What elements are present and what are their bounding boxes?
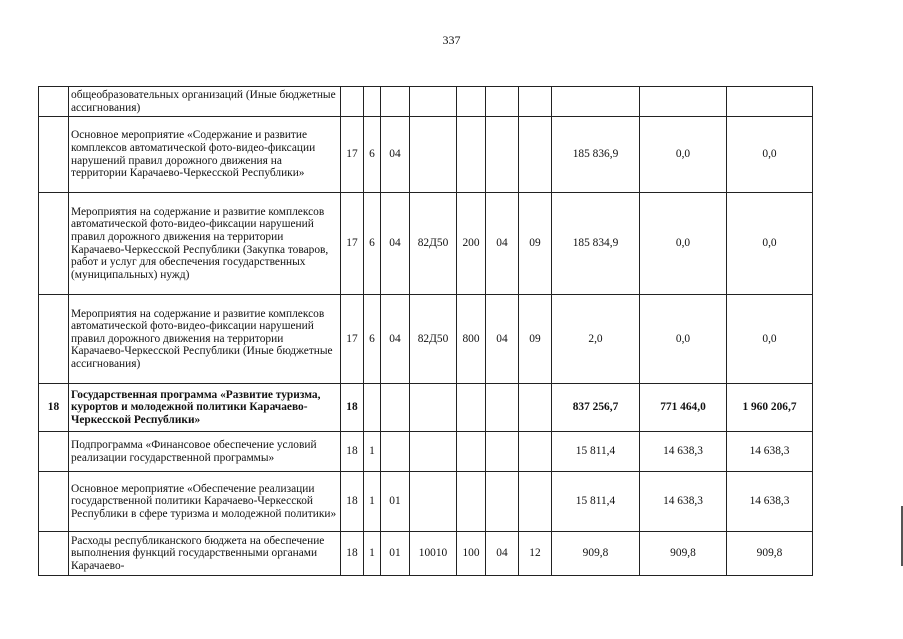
code-section: 04 — [486, 295, 519, 384]
code-subprogram — [364, 87, 381, 117]
row-index — [39, 432, 69, 472]
row-name: Основное мероприятие «Обеспечение реализации государственной политики Карачаево-Черкесской Республики в сфере туризма и молодежной политики» — [69, 472, 341, 532]
table-row — [39, 532, 813, 576]
code-expense-type — [457, 472, 486, 532]
code-expense-type — [457, 87, 486, 117]
code-subsection — [519, 472, 552, 532]
code-target-article — [410, 472, 457, 532]
code-expense-type — [457, 432, 486, 472]
amount-year-2: 0,0 — [640, 295, 727, 384]
code-program: 18 — [341, 472, 364, 532]
code-target-article: 82Д50 — [410, 295, 457, 384]
amount-year-2: 14 638,3 — [640, 432, 727, 472]
amount-year-3: 14 638,3 — [727, 472, 813, 532]
code-section — [486, 87, 519, 117]
amount-year-1: 15 811,4 — [552, 472, 640, 532]
code-subprogram — [364, 384, 381, 432]
code-target-article: 10010 — [410, 532, 457, 576]
code-expense-type: 800 — [457, 295, 486, 384]
code-expense-type — [457, 117, 486, 193]
amount-year-1: 837 256,7 — [552, 384, 640, 432]
row-index — [39, 193, 69, 295]
table-row — [39, 87, 813, 117]
amount-year-3: 14 638,3 — [727, 432, 813, 472]
table-row — [39, 117, 813, 193]
code-program: 18 — [341, 384, 364, 432]
code-activity: 04 — [381, 193, 410, 295]
code-subprogram: 1 — [364, 432, 381, 472]
code-program: 17 — [341, 295, 364, 384]
code-activity: 01 — [381, 532, 410, 576]
table-row — [39, 193, 813, 295]
code-section — [486, 384, 519, 432]
row-name: Государственная программа «Развитие туризма, курортов и молодежной политики Карачаево-Черкесской Республики» — [69, 384, 341, 432]
code-program — [341, 87, 364, 117]
table-row — [39, 472, 813, 532]
row-name: Основное мероприятие «Содержание и развитие комплексов автоматической фото-видео-фиксации нарушений правил дорожного движения на территории Карачаево-Черкесской Республики» — [69, 117, 341, 193]
code-subprogram: 1 — [364, 472, 381, 532]
code-subsection — [519, 87, 552, 117]
code-subprogram: 6 — [364, 295, 381, 384]
row-index — [39, 532, 69, 576]
amount-year-1 — [552, 87, 640, 117]
row-name: Расходы республиканского бюджета на обеспечение выполнения функций государственными органами Карачаево- — [69, 532, 341, 576]
row-index: 18 — [39, 384, 69, 432]
code-activity: 04 — [381, 295, 410, 384]
code-section — [486, 432, 519, 472]
row-name: Мероприятия на содержание и развитие комплексов автоматической фото-видео-фиксации нарушений правил дорожного движения на территории Карачаево-Черкесской Республики (Закупка товаров, работ и услуг для обеспечения государственных (муниципальных) нужд) — [69, 193, 341, 295]
code-subsection — [519, 432, 552, 472]
amount-year-1: 2,0 — [552, 295, 640, 384]
code-activity: 01 — [381, 472, 410, 532]
code-target-article — [410, 384, 457, 432]
code-program: 17 — [341, 117, 364, 193]
code-section: 04 — [486, 532, 519, 576]
code-section: 04 — [486, 193, 519, 295]
code-program: 18 — [341, 532, 364, 576]
code-subsection: 09 — [519, 295, 552, 384]
table-row — [39, 432, 813, 472]
row-index — [39, 295, 69, 384]
amount-year-2: 771 464,0 — [640, 384, 727, 432]
code-subsection — [519, 384, 552, 432]
table-row — [39, 384, 813, 432]
row-index — [39, 472, 69, 532]
code-target-article — [410, 432, 457, 472]
code-activity — [381, 432, 410, 472]
row-name: Мероприятия на содержание и развитие комплексов автоматической фото-видео-фиксации нарушений правил дорожного движения на территории Карачаево-Черкесской Республики (Иные бюджетные ассигнования) — [69, 295, 341, 384]
row-index — [39, 117, 69, 193]
page-number: 337 — [442, 33, 461, 47]
amount-year-1: 909,8 — [552, 532, 640, 576]
code-subprogram: 6 — [364, 117, 381, 193]
amount-year-3: 909,8 — [727, 532, 813, 576]
code-subsection — [519, 117, 552, 193]
code-subprogram: 6 — [364, 193, 381, 295]
code-program: 18 — [341, 432, 364, 472]
code-activity: 04 — [381, 117, 410, 193]
code-activity — [381, 384, 410, 432]
row-name: Подпрограмма «Финансовое обеспечение условий реализации государственной программы» — [69, 432, 341, 472]
code-section — [486, 472, 519, 532]
amount-year-1: 185 836,9 — [552, 117, 640, 193]
amount-year-3: 1 960 206,7 — [727, 384, 813, 432]
amount-year-2: 0,0 — [640, 117, 727, 193]
amount-year-2: 14 638,3 — [640, 472, 727, 532]
code-target-article — [410, 87, 457, 117]
amount-year-3: 0,0 — [727, 117, 813, 193]
code-expense-type: 200 — [457, 193, 486, 295]
code-target-article — [410, 117, 457, 193]
code-expense-type — [457, 384, 486, 432]
row-name: общеобразовательных организаций (Иные бюджетные ассигнования) — [69, 87, 341, 117]
amount-year-3: 0,0 — [727, 193, 813, 295]
amount-year-2: 909,8 — [640, 532, 727, 576]
amount-year-2 — [640, 87, 727, 117]
code-activity — [381, 87, 410, 117]
amount-year-1: 15 811,4 — [552, 432, 640, 472]
code-subprogram: 1 — [364, 532, 381, 576]
row-index — [39, 87, 69, 117]
amount-year-2: 0,0 — [640, 193, 727, 295]
code-section — [486, 117, 519, 193]
amount-year-3: 0,0 — [727, 295, 813, 384]
code-subsection: 09 — [519, 193, 552, 295]
table-row — [39, 295, 813, 384]
code-subsection: 12 — [519, 532, 552, 576]
budget-table — [38, 86, 813, 576]
code-expense-type: 100 — [457, 532, 486, 576]
amount-year-3 — [727, 87, 813, 117]
code-target-article: 82Д50 — [410, 193, 457, 295]
amount-year-1: 185 834,9 — [552, 193, 640, 295]
code-program: 17 — [341, 193, 364, 295]
